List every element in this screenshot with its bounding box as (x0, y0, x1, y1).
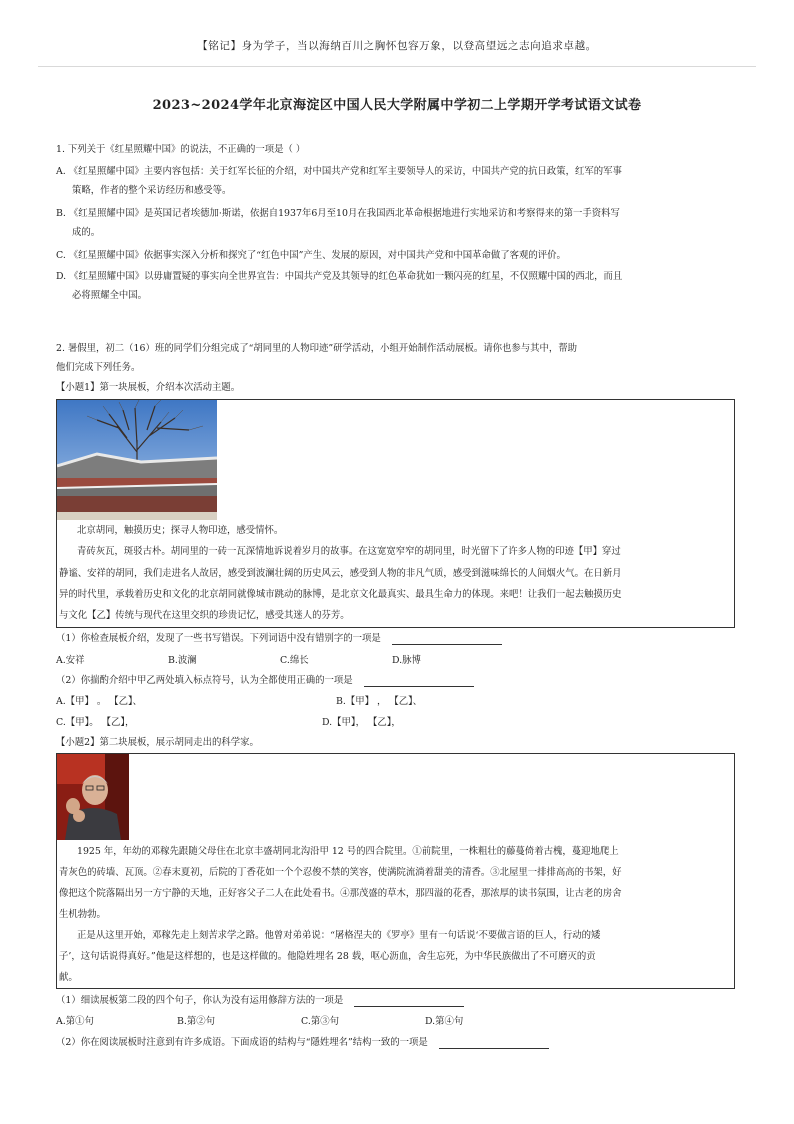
p2-option-c: C.【甲】。 【乙】， (56, 717, 135, 728)
q1-option-b-cont: 成的。 (72, 227, 101, 238)
answer-blank[interactable] (439, 1039, 549, 1049)
q1-stem: 1. 下列关于《红星照耀中国》的说法，不正确的一项是（ ） (56, 144, 306, 155)
board2-line: 像把这个院落隔出另一方宁静的天地，正好容父子二人在此处看书。④那茂盛的草木，那四溢的花香，那浓厚的读书氛围，让古老的房舍 (59, 888, 622, 899)
board2-line: 献。 (59, 972, 78, 983)
q1-option-a-cont: 策略，作者的整个采访经历和感受等。 (72, 185, 232, 196)
header-motto: 【铭记】身为学子，当以海纳百川之胸怀包容万象，以登高望远之志向追求卓越。 (197, 40, 597, 52)
q2-p2-question: （2）你揣酌介绍中甲乙两处填入标点符号，认为全都使用正确的一项是 (56, 675, 474, 687)
s1-option-d: D.第④句 (425, 1016, 464, 1027)
board2-line: 生机勃勃。 (59, 909, 106, 920)
p2-option-d: D.【甲】， 【乙】， (322, 717, 401, 728)
header-divider (38, 66, 756, 67)
q2-s1-question: （1）细读展板第二段的四个句子，你认为没有运用修辞方法的一项是 (56, 995, 464, 1007)
q2-stem: 2. 暑假里，初二（16）班的同学们分组完成了“胡同里的人物印迹”研学活动，小组开始制作活动展板。请你也参与其中，帮助 (56, 343, 577, 354)
q2-stem-cont: 他们完成下列任务。 (56, 362, 141, 373)
board2-line: 1925 年，年幼的邓稼先跟随父母住在北京丰盛胡同北沟沿甲 12 号的四合院里。①前院里，一株粗壮的藤蔓倚着古槐，蔓迎地爬上 (77, 846, 619, 857)
exhibit-board-2 (56, 753, 735, 989)
p2-option-b: B.【甲】 ， 【乙】、 (336, 696, 423, 707)
q1-option-a: A. 《红星照耀中国》主要内容包括：关于红军长征的介绍，对中国共产党和红军主要领导人的采访，中国共产党的抗日政策，红军的军事 (56, 166, 622, 177)
q1-option-d: D. 《红星照耀中国》以毋庸置疑的事实向全世界宣告：中国共产党及其领导的红色革命犹如一颗闪亮的红星，不仅照耀中国的西北，而且 (56, 271, 623, 282)
q2-p1-question: （1）你检查展板介绍，发现了一些书写错误。下列词语中没有错别字的一项是 (56, 633, 502, 645)
board1-slogan: 北京胡同，触摸历史；探寻人物印迹，感受情怀。 (77, 525, 284, 536)
p1-option-d: D.脉博 (392, 655, 421, 666)
p2-option-a: A.【甲】 。 【乙】、 (56, 696, 143, 707)
exhibit-board-1 (56, 399, 735, 628)
scientist-portrait (57, 754, 129, 840)
s1-option-b: B.第②句 (177, 1016, 215, 1027)
answer-blank[interactable] (392, 635, 502, 645)
s1-option-a: A.第①句 (56, 1016, 94, 1027)
answer-blank[interactable] (364, 677, 474, 687)
board2-line: 子’，这句话说得真好。”他是这样想的，也是这样做的。他隐姓埋名 28 载，呕心沥血，舍生忘死，为中华民族做出了不可磨灭的贡 (59, 951, 596, 962)
hutong-photo (57, 400, 217, 520)
p1-option-c: C.绵长 (280, 655, 309, 666)
board1-line: 与文化【乙】传统与现代在这里交织的珍贵记忆，感受其迷人的芬芳。 (59, 610, 350, 621)
p1-option-a: A.安祥 (56, 655, 85, 666)
q2-s2-question: （2）你在阅读展板时注意到有许多成语。下面成语的结构与“隱姓埋名”结构一致的一项是 (56, 1037, 549, 1049)
q1-option-d-cont: 必将照耀全中国。 (72, 290, 148, 301)
page-title: 2023~2024学年北京海淀区中国人民大学附属中学初二上学期开学考试语文试卷 (152, 98, 642, 113)
board2-line: 青灰色的砖墙、瓦顶。②春末夏初，后院的丁香花如一个个忍俊不禁的笑容，使满院流淌着甜美的清香。③北屋里一排排高高的书架，好 (59, 867, 622, 878)
s1-option-c: C.第③句 (301, 1016, 339, 1027)
q1-option-b: B. 《红星照耀中国》是英国记者埃德加·斯诺，依据自1937年6月至10月在我国西北革命根据地进行实地采访和考察得来的第一手资料写 (56, 208, 620, 219)
p1-option-b: B.波澜 (168, 655, 197, 666)
q1-option-c: C. 《红星照耀中国》依据事实深入分析和探究了“红色中国”产生、发展的原因，对中国共产党和中国革命做了客观的评价。 (56, 250, 566, 261)
answer-blank[interactable] (354, 997, 464, 1007)
board1-line: 青砖灰瓦，斑驳古朴。胡同里的一砖一瓦深情地诉说着岁月的故事。在这宽宽窄窄的胡同里，时光留下了许多人物的印迹【甲】穿过 (77, 546, 621, 557)
board1-line: 异的时代里，承载着历史和文化的北京胡同就像城市跳动的脉博，是北京文化最真实、最具生命力的体现。来吧！让我们一起去触摸历史 (59, 589, 622, 600)
q2-sub1-title: 【小题1】第一块展板，介绍本次活动主题。 (56, 382, 241, 393)
board2-line: 正是从这里开始，邓稼先走上刻苦求学之路。他曾对弟弟说：“屠格涅夫的《罗亭》里有一句话说‘不要做言语的巨人，行动的矮 (77, 930, 601, 941)
q2-sub2-title: 【小题2】第二块展板，展示胡同走出的科学家。 (56, 737, 259, 748)
board1-line: 静谧、安祥的胡同，我们走进名人故居，感受到波澜壮阔的历史风云，感受到人物的非凡气质，感受到滋味绵长的人间烟火气。在日新月 (59, 568, 622, 579)
